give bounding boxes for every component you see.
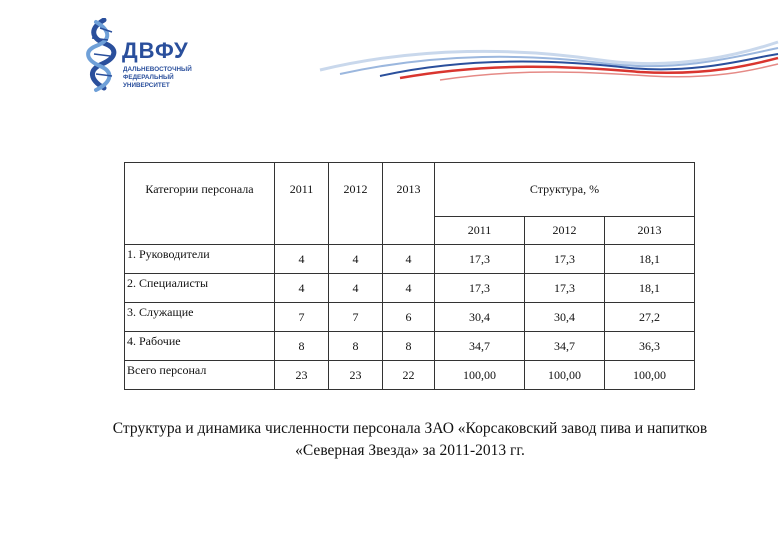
cell-value: 4 <box>275 274 329 303</box>
cell-structure: 36,3 <box>605 332 695 361</box>
header-structure-year: 2013 <box>605 217 695 245</box>
header-category: Категории персонала <box>125 163 275 217</box>
header-year-spacer <box>329 217 383 245</box>
header-year-spacer <box>275 217 329 245</box>
cell-value: 4 <box>329 274 383 303</box>
personnel-table <box>124 162 695 390</box>
logo-subtitle-line: ДАЛЬНЕВОСТОЧНЫЙ <box>123 66 192 73</box>
dvfu-helix-icon <box>82 18 122 96</box>
cell-value: 22 <box>383 361 435 390</box>
cell-value: 7 <box>329 303 383 332</box>
dvfu-logo <box>82 18 212 96</box>
cell-value: 4 <box>383 245 435 274</box>
table-row <box>125 303 695 332</box>
cell-value: 4 <box>329 245 383 274</box>
table-row-total <box>125 361 695 390</box>
cell-structure: 100,00 <box>525 361 605 390</box>
logo-subtitle-line: УНИВЕРСИТЕТ <box>123 82 170 90</box>
cell-structure: 17,3 <box>525 274 605 303</box>
cell-value: 4 <box>275 245 329 274</box>
row-label: 1. Руководители <box>125 245 275 274</box>
cell-value: 8 <box>383 332 435 361</box>
cell-structure: 17,3 <box>435 245 525 274</box>
cell-value: 7 <box>275 303 329 332</box>
cell-structure: 17,3 <box>525 245 605 274</box>
header-structure: Структура, % <box>435 163 695 217</box>
row-label: Всего персонал <box>125 361 275 390</box>
caption-line: «Северная Звезда» за 2011-2013 гг. <box>295 442 525 459</box>
table-row <box>125 274 695 303</box>
table-row <box>125 332 695 361</box>
header-year: 2012 <box>329 163 383 217</box>
cell-value: 4 <box>383 274 435 303</box>
header-category-spacer <box>125 217 275 245</box>
row-label: 4. Рабочие <box>125 332 275 361</box>
row-label: 3. Служащие <box>125 303 275 332</box>
cell-structure: 30,4 <box>435 303 525 332</box>
table-row <box>125 245 695 274</box>
cell-structure: 34,7 <box>525 332 605 361</box>
decorative-swoosh <box>300 18 780 88</box>
cell-value: 6 <box>383 303 435 332</box>
logo-subtitle <box>123 66 213 91</box>
cell-structure: 34,7 <box>435 332 525 361</box>
table-subheader-row <box>125 217 695 245</box>
cell-value: 8 <box>329 332 383 361</box>
table-caption <box>40 418 780 462</box>
cell-structure: 18,1 <box>605 274 695 303</box>
logo-title: ДВФУ <box>122 38 189 63</box>
header-year: 2013 <box>383 163 435 217</box>
cell-structure: 17,3 <box>435 274 525 303</box>
cell-structure: 100,00 <box>605 361 695 390</box>
header-year: 2011 <box>275 163 329 217</box>
table-header-row <box>125 163 695 217</box>
cell-value: 23 <box>275 361 329 390</box>
header-year-spacer <box>383 217 435 245</box>
logo-subtitle-line: ФЕДЕРАЛЬНЫЙ <box>123 74 174 82</box>
caption-line: Структура и динамика численности персонала ЗАО «Корсаковский завод пива и напитков <box>112 420 708 437</box>
cell-structure: 30,4 <box>525 303 605 332</box>
cell-structure: 100,00 <box>435 361 525 390</box>
header-structure-year: 2011 <box>435 217 525 245</box>
cell-value: 23 <box>329 361 383 390</box>
cell-value: 8 <box>275 332 329 361</box>
cell-structure: 27,2 <box>605 303 695 332</box>
cell-structure: 18,1 <box>605 245 695 274</box>
row-label: 2. Специалисты <box>125 274 275 303</box>
header-structure-year: 2012 <box>525 217 605 245</box>
